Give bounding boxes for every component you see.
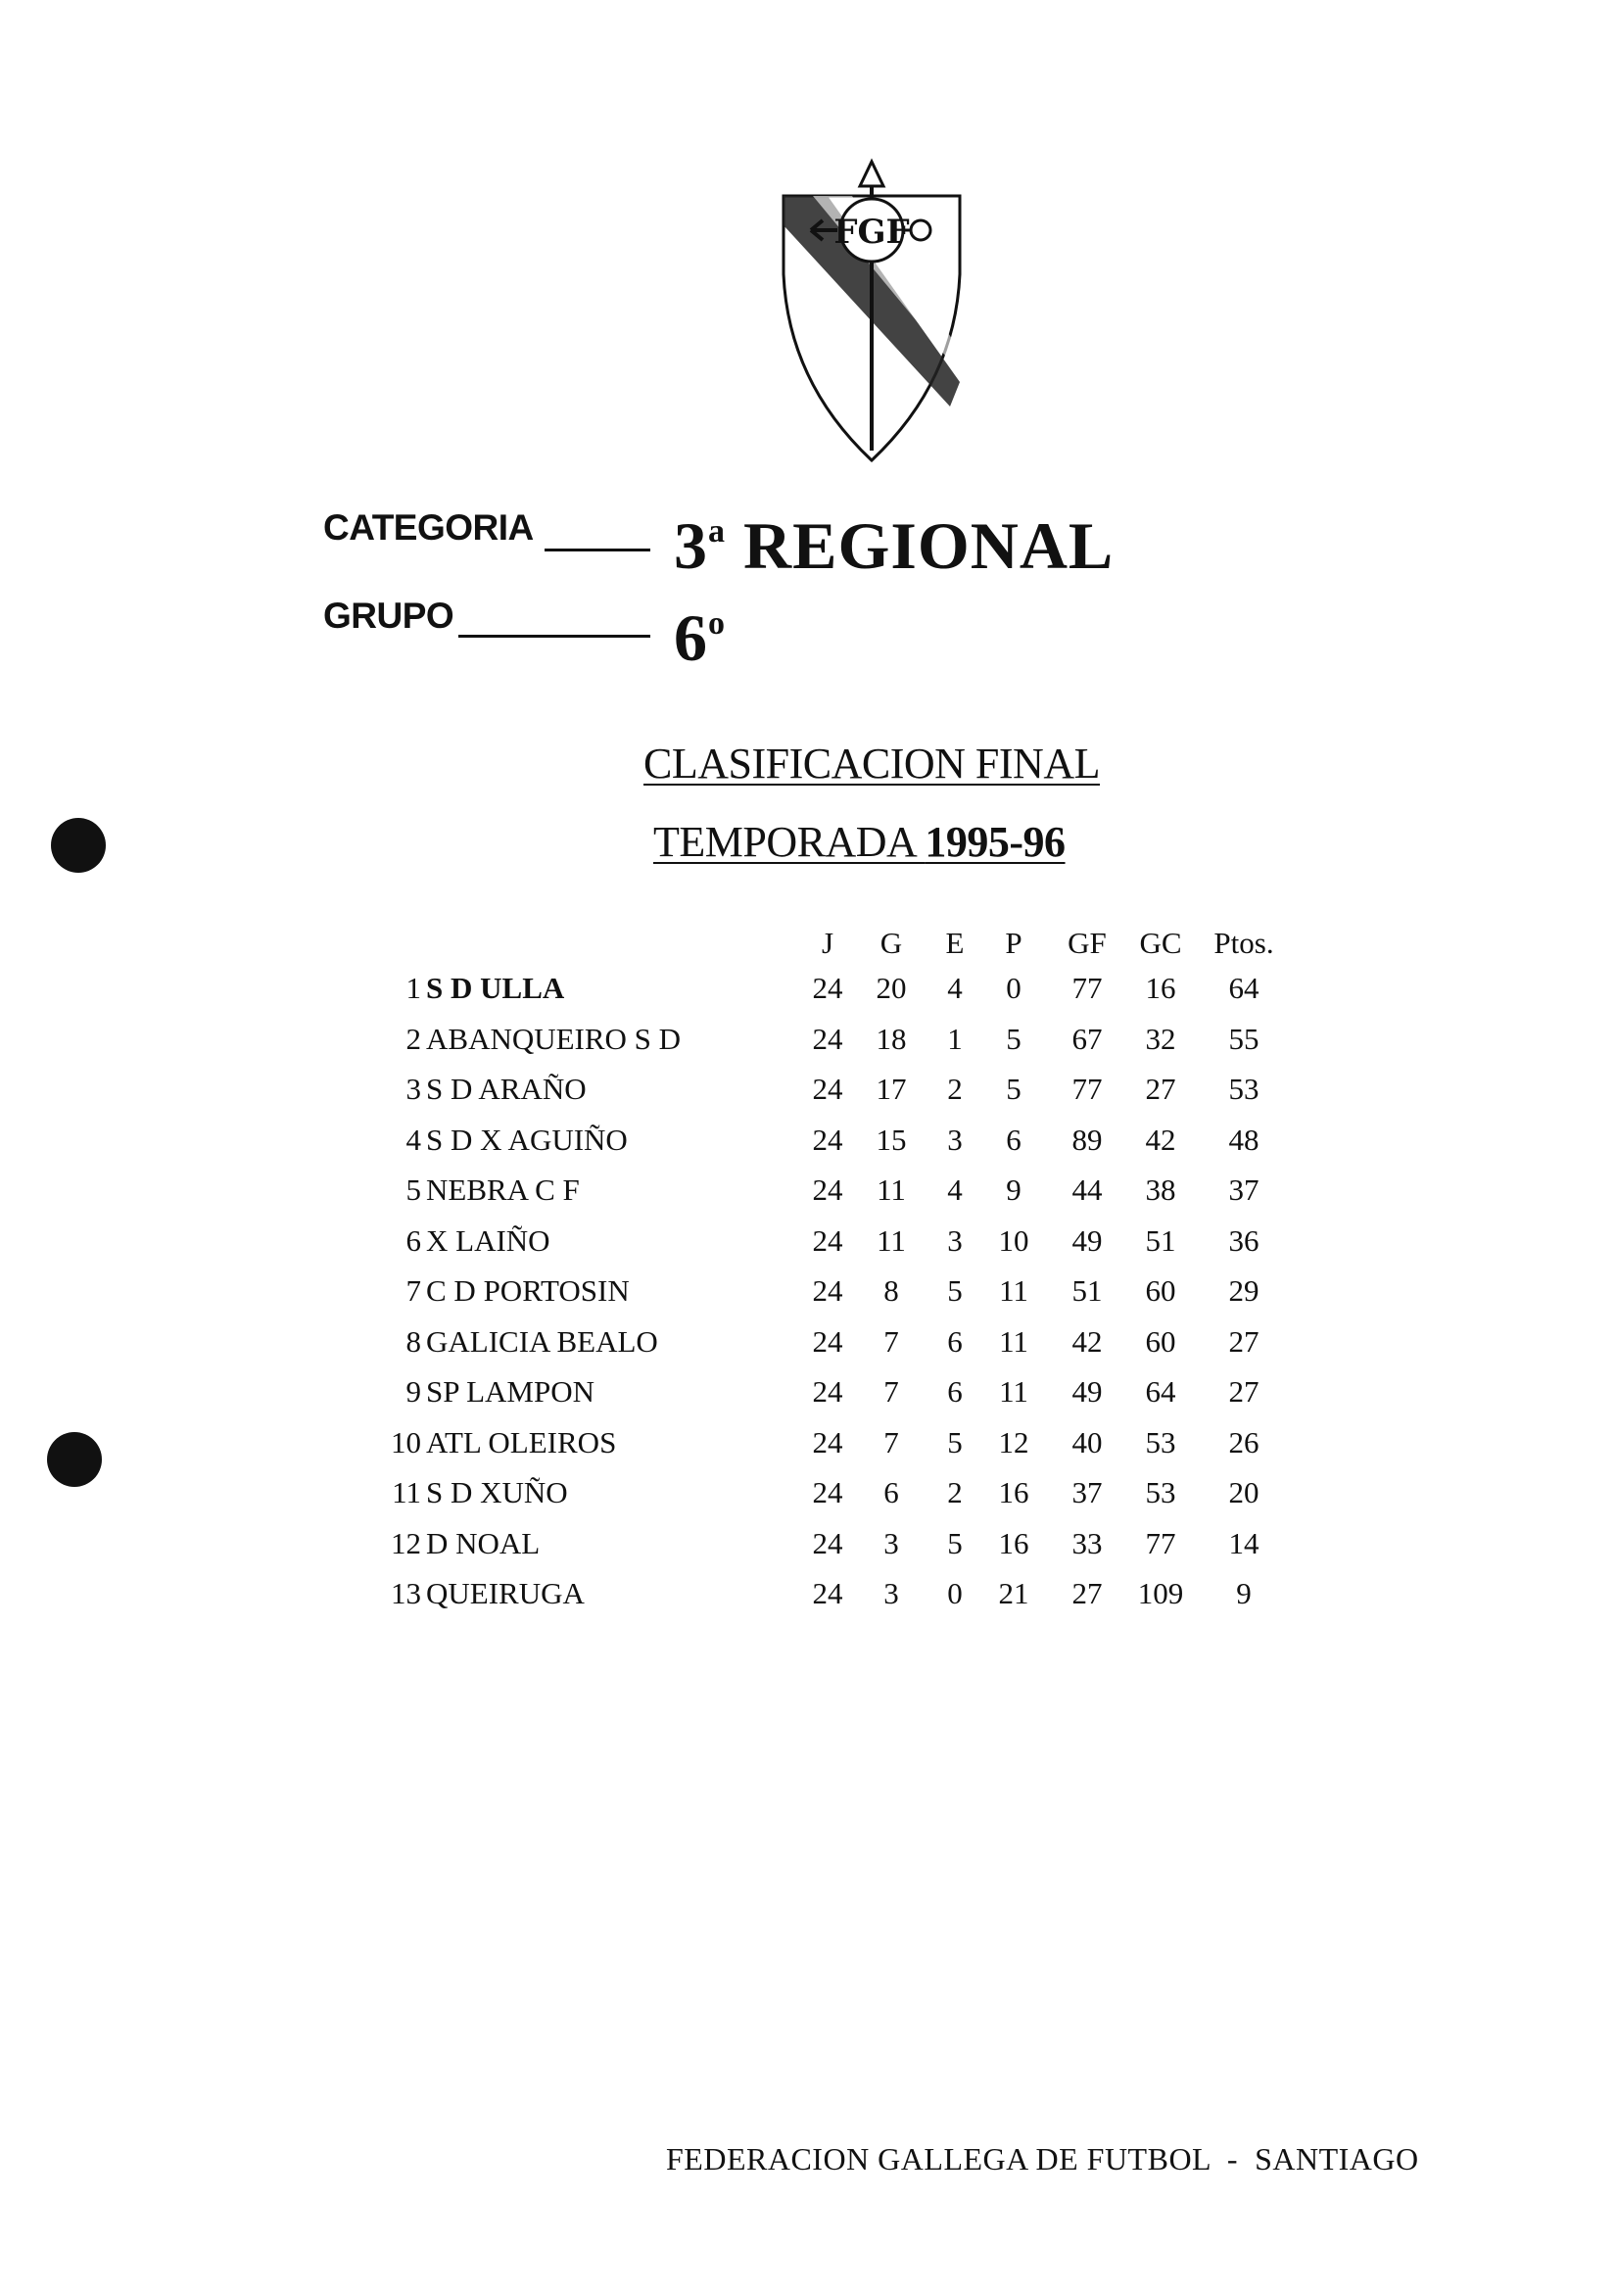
header-cell: J [821,926,834,960]
stat-cell: 64 [1145,1374,1176,1409]
stat-cell: 109 [1137,1576,1184,1610]
stat-cell: 49 [1071,1222,1103,1258]
stat-cell: 24 [812,1172,843,1207]
stat-cell: 51 [1145,1222,1176,1258]
stat-cell: 18 [876,1021,907,1056]
categoria-label: CATEGORIA [323,507,534,548]
stat-cell: 24 [812,971,843,1005]
table-row [333,1072,1283,1123]
stat-cell: 5 [1006,1021,1022,1056]
stat-cell: 29 [1228,1273,1260,1308]
stat-cell: 40 [1071,1424,1103,1459]
stat-cell: 3 [947,1222,963,1258]
stat-cell: 5 [947,1273,963,1308]
header-cell: E [945,926,965,960]
stat-cell: 77 [1071,1072,1103,1106]
categoria-value: 3$^a$ REGIONAL [674,508,1115,583]
stat-cell: 4 [947,1172,963,1207]
stat-cell: 24 [812,1222,843,1258]
stat-cell: 89 [1071,1122,1103,1157]
stat-cell: 16 [1145,971,1176,1005]
stat-cell: 24 [812,1424,843,1459]
stat-cell: 10 [998,1222,1029,1258]
stat-cell: 32 [1145,1021,1176,1056]
grupo-value: 6$^o$ [674,600,726,675]
federation-crest-logo [754,157,989,465]
stat-cell: 2 [947,1475,963,1509]
stat-cell: 17 [876,1072,907,1106]
position-cell: 2 [405,1021,421,1056]
table-header-row [333,926,1283,971]
stat-cell: 8 [883,1273,899,1308]
stat-cell: 3 [883,1525,899,1560]
stat-cell: 60 [1145,1323,1176,1359]
table-row [333,1576,1283,1627]
stat-cell: 11 [999,1374,1028,1409]
stat-cell: 36 [1228,1222,1260,1258]
stat-cell: 24 [812,1021,843,1056]
stat-cell: 24 [812,1323,843,1359]
table-row [333,1172,1283,1223]
team-name-cell: QUEIRUGA [426,1576,585,1610]
header-cell: Ptos. [1213,926,1274,960]
stat-cell: 38 [1145,1172,1176,1207]
stat-cell: 7 [883,1424,899,1459]
stat-cell: 7 [883,1323,899,1359]
stat-cell: 48 [1228,1122,1260,1157]
position-cell: 12 [391,1525,421,1560]
stat-cell: 24 [812,1072,843,1106]
season-year: 1995-96 [925,818,1066,866]
header-cell: GF [1068,926,1107,960]
stat-cell: 60 [1145,1273,1176,1308]
table-body [333,971,1283,1627]
stat-cell: 20 [876,971,907,1005]
stat-cell: 53 [1145,1475,1176,1509]
stat-cell: 24 [812,1122,843,1157]
punch-hole-bottom [47,1432,102,1487]
stat-cell: 44 [1071,1172,1103,1207]
stat-cell: 3 [883,1576,899,1610]
grupo-rule [458,635,650,638]
stat-cell: 24 [812,1525,843,1560]
stat-cell: 5 [1006,1072,1022,1106]
team-name-cell: X LAIÑO [426,1222,550,1258]
header-cell: GC [1139,926,1182,960]
stat-cell: 24 [812,1475,843,1509]
team-name-cell: S D ULLA [426,971,565,1005]
stat-cell: 6 [947,1374,963,1409]
team-name-cell: S D ARAÑO [426,1072,587,1106]
table-row [333,1374,1283,1425]
stat-cell: 53 [1228,1072,1260,1106]
table-row [333,1425,1283,1476]
svg-text:FGF: FGF [833,213,910,252]
stat-cell: 6 [1006,1122,1022,1157]
stat-cell: 27 [1071,1576,1103,1610]
table-row [333,971,1283,1022]
stat-cell: 11 [877,1172,906,1207]
title-clasificacion: CLASIFICACION FINAL [643,740,1100,788]
team-name-cell: ATL OLEIROS [426,1424,617,1459]
title-temporada: TEMPORADA 1995-96 [653,818,1066,866]
position-cell: 3 [405,1072,421,1106]
stat-cell: 27 [1145,1072,1176,1106]
stat-cell: 4 [947,971,963,1005]
stat-cell: 26 [1228,1424,1260,1459]
table-row [333,1475,1283,1526]
team-name-cell: NEBRA C F [426,1172,580,1207]
stat-cell: 21 [998,1576,1029,1610]
stat-cell: 6 [883,1475,899,1509]
stat-cell: 6 [947,1323,963,1359]
table-row [333,1273,1283,1324]
stat-cell: 11 [999,1273,1028,1308]
stat-cell: 5 [947,1525,963,1560]
stat-cell: 7 [883,1374,899,1409]
position-cell: 6 [405,1222,421,1258]
standings-table [333,926,1283,1627]
stat-cell: 0 [947,1576,963,1610]
team-name-cell: D NOAL [426,1525,541,1560]
stat-cell: 64 [1228,971,1260,1005]
stat-cell: 16 [998,1525,1029,1560]
stat-cell: 51 [1071,1273,1103,1308]
footer-federation: FEDERACION GALLEGA DE FUTBOL - SANTIAGO [666,2141,1419,2176]
team-name-cell: S D X AGUIÑO [426,1122,628,1157]
stat-cell: 14 [1228,1525,1260,1560]
stat-cell: 11 [877,1222,906,1258]
position-cell: 9 [405,1374,421,1409]
stat-cell: 55 [1228,1021,1260,1056]
stat-cell: 37 [1228,1172,1260,1207]
stat-cell: 11 [999,1323,1028,1359]
position-cell: 13 [391,1576,421,1610]
position-cell: 10 [391,1424,421,1459]
header-cell: P [1005,926,1022,960]
position-cell: 1 [405,971,421,1005]
stat-cell: 67 [1071,1021,1103,1056]
team-name-cell: GALICIA BEALO [426,1323,658,1359]
stat-cell: 49 [1071,1374,1103,1409]
team-name-cell: SP LAMPON [426,1374,594,1409]
stat-cell: 77 [1145,1525,1176,1560]
table-row [333,1022,1283,1073]
stat-cell: 2 [947,1072,963,1106]
stat-cell: 16 [998,1475,1029,1509]
stat-cell: 1 [947,1021,963,1056]
table-row [333,1526,1283,1577]
table-row [333,1223,1283,1274]
stat-cell: 9 [1236,1576,1252,1610]
position-cell: 8 [405,1323,421,1359]
stat-cell: 33 [1071,1525,1103,1560]
stat-cell: 27 [1228,1323,1260,1359]
stat-cell: 24 [812,1273,843,1308]
stat-cell: 24 [812,1374,843,1409]
grupo-label: GRUPO [323,596,454,636]
table-row [333,1324,1283,1375]
punch-hole-top [51,818,106,873]
header-cell: G [879,926,903,960]
stat-cell: 42 [1145,1122,1176,1157]
stat-cell: 15 [876,1122,907,1157]
stat-cell: 12 [998,1424,1029,1459]
stat-cell: 27 [1228,1374,1260,1409]
stat-cell: 37 [1071,1475,1103,1509]
position-cell: 7 [405,1273,421,1308]
stat-cell: 24 [812,1576,843,1610]
stat-cell: 0 [1006,971,1022,1005]
stat-cell: 3 [947,1122,963,1157]
team-name-cell: S D XUÑO [426,1475,568,1509]
position-cell: 11 [392,1475,421,1509]
stat-cell: 20 [1228,1475,1260,1509]
position-cell: 4 [405,1122,421,1157]
stat-cell: 5 [947,1424,963,1459]
position-cell: 5 [405,1172,421,1207]
team-name-cell: ABANQUEIRO S D [426,1021,682,1056]
stat-cell: 9 [1006,1172,1022,1207]
stat-cell: 53 [1145,1424,1176,1459]
stat-cell: 77 [1071,971,1103,1005]
table-row [333,1123,1283,1173]
team-name-cell: C D PORTOSIN [426,1273,630,1308]
categoria-rule [545,549,650,551]
stat-cell: 42 [1071,1323,1103,1359]
